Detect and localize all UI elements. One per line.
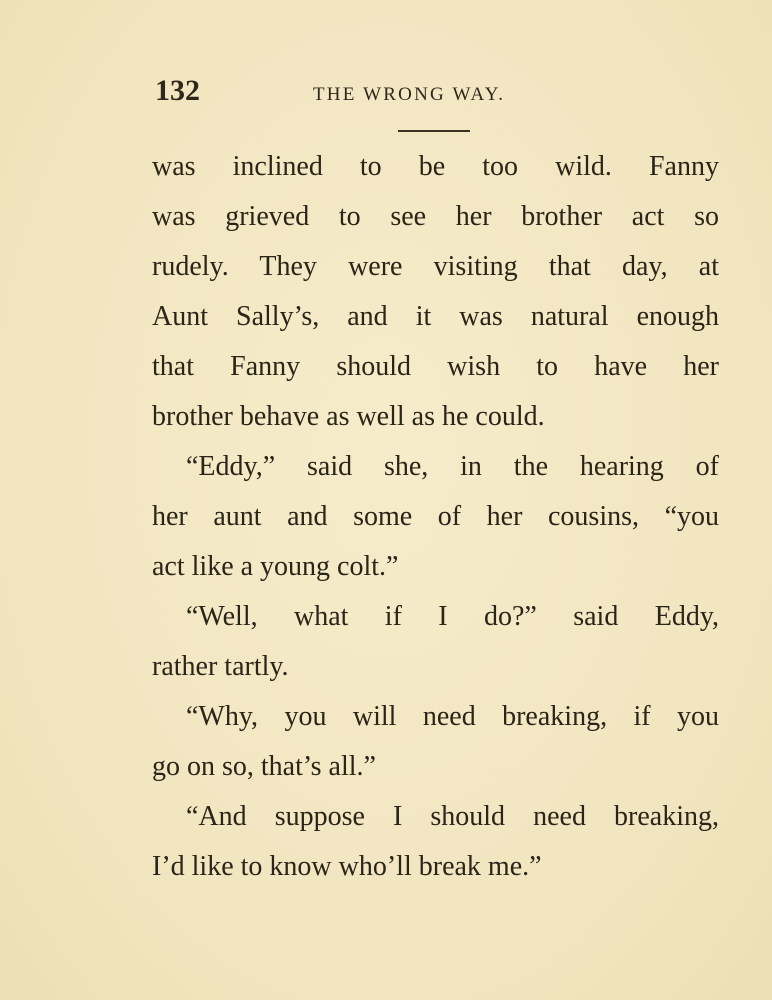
text-line: rather tartly. [152,651,289,682]
text-line: Aunt Sally’s, and it was natural enough [152,301,719,332]
text-line: “Eddy,” said she, in the hearing of [186,451,719,482]
header-rule [398,130,470,132]
page-number: 132 [155,74,200,107]
text-line: her aunt and some of her cousins, “you [152,501,719,532]
text-line: was inclined to be too wild. Fanny [152,151,719,182]
text-line: “Why, you will need breaking, if you [186,701,719,732]
text-line: I’d like to know who’ll break me.” [152,851,542,882]
text-line: brother behave as well as he could. [152,401,545,432]
running-title: THE WRONG WAY. [313,84,506,105]
text-line: “Well, what if I do?” said Eddy, [186,601,719,632]
text-line: act like a young colt.” [152,551,399,582]
body-text [152,142,719,892]
text-line: was grieved to see her brother act so [152,201,719,232]
text-line: “And suppose I should need breaking, [186,801,719,832]
text-line: rudely. They were visiting that day, at [152,251,719,282]
text-line: that Fanny should wish to have her [152,351,719,382]
text-line: go on so, that’s all.” [152,751,376,782]
